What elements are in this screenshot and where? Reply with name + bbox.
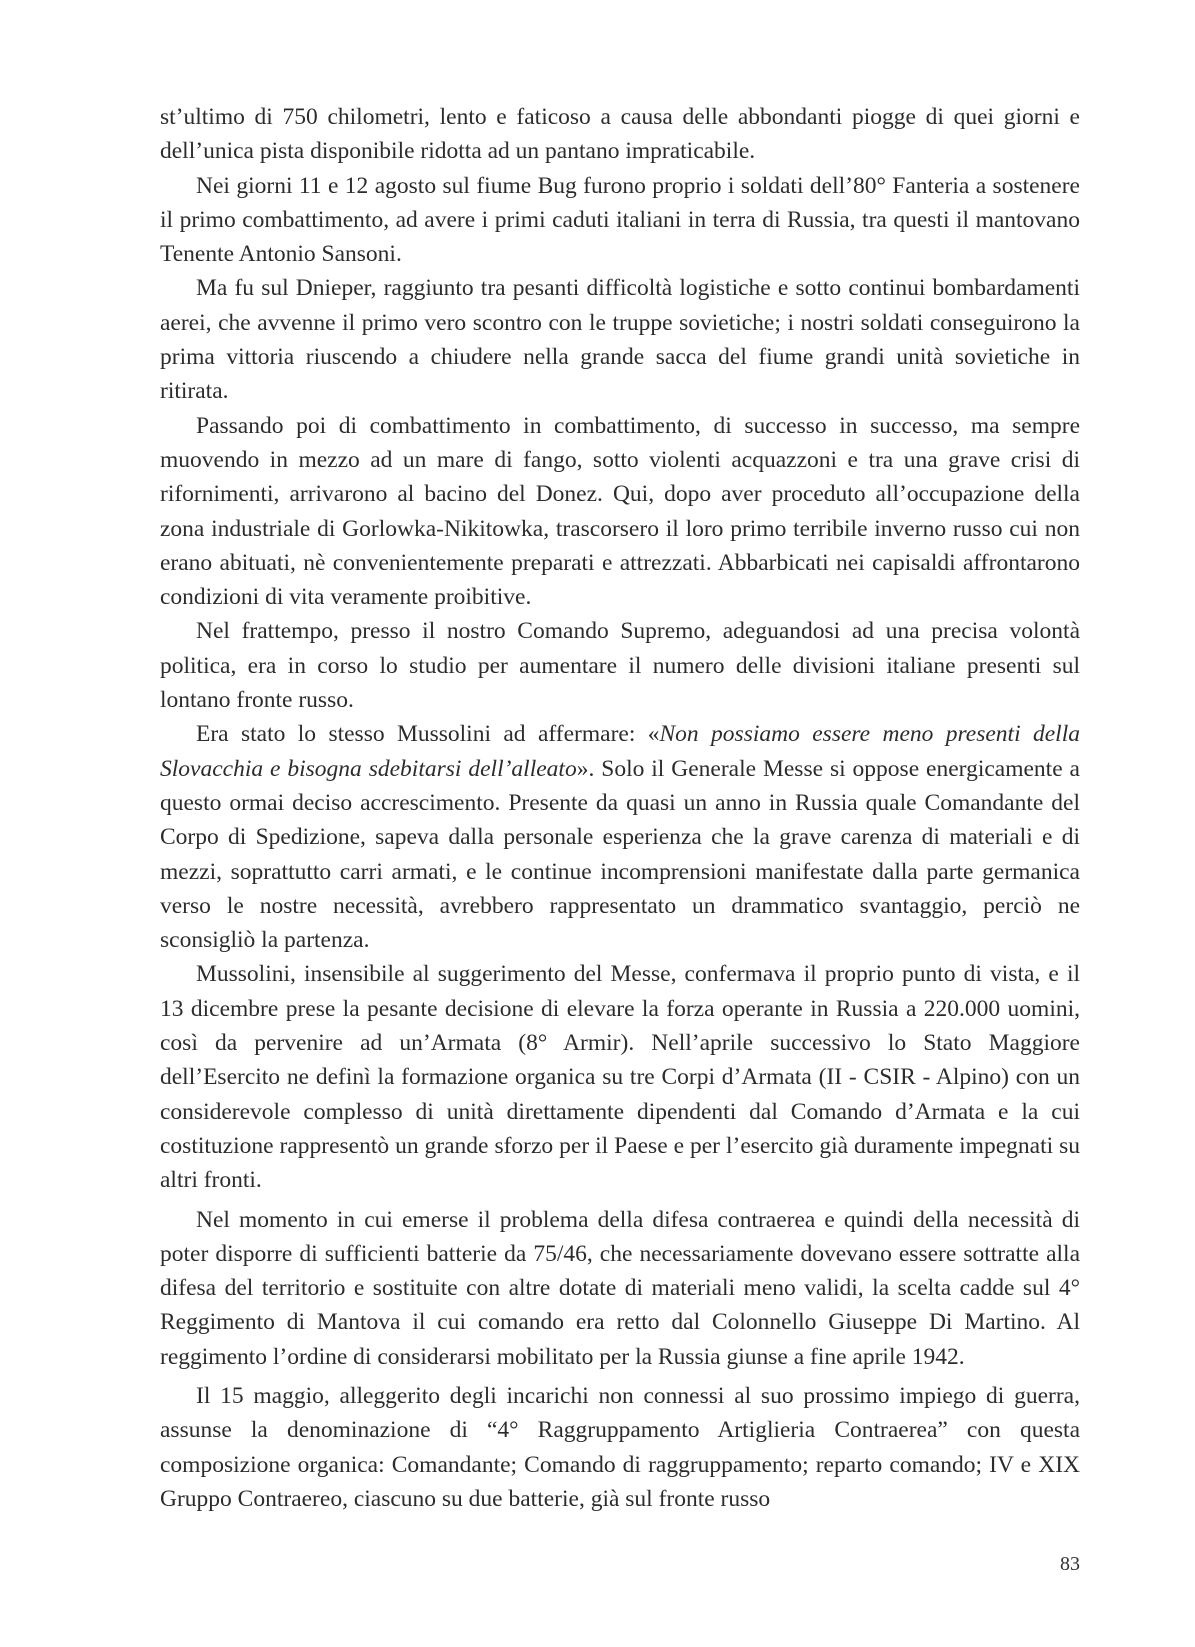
paragraph-4: Passando poi di combattimento in combattimento, di successo in successo, ma sempre muovendo in mezzo ad un mare di fango, sotto violenti acquazzoni e tra una grave crisi di rifornimenti, arrivarono al bacino del Donez. Qui, dopo aver proceduto all’occupazione della zona industriale di Gorlowka-Nikitowka, trascorsero il loro primo terribile inverno russo cui non erano abituati, nè convenientemente preparati e attrezzati. Abbarbicati nei capisaldi affrontarono condizioni di vita veramente proibitive.: [160, 412, 1080, 611]
document-body: [160, 100, 1080, 1516]
paragraph-5: Nel frattempo, presso il nostro Comando Supremo, adeguandosi ad una precisa volontà politica, era in corso lo studio per aumentare il numero delle divisioni italiane presenti sul lontano fronte russo.: [160, 618, 1080, 714]
paragraph-9: Il 15 maggio, alleggerito degli incarichi non connessi al suo prossimo impiego di guerra, assunse la denominazione di “4° Raggruppamento Artiglieria Contraerea” con questa composizione organica: Comandante; Comando di raggruppamento; reparto comando; IV e XIX Gruppo Contraereo, ciascuno su due batterie, già sul fronte russo: [160, 1382, 1080, 1512]
paragraph-2: Nei giorni 11 e 12 agosto sul fiume Bug furono proprio i soldati dell’80° Fanteria a sostenere il primo combattimento, ad avere i primi caduti italiani in terra di Russia, tra questi il mantovano Tenente Antonio Sansoni.: [160, 172, 1080, 268]
paragraph-8: Nel momento in cui emerse il problema della difesa contraerea e quindi della necessità di poter disporre di sufficienti batterie da 75/46, che necessariamente dovevano essere sottratte alla difesa del territorio e sostituite con altre dotate di materiali meno validi, la scelta cadde sul 4° Reggimento di Mantova il cui comando era retto dal Colonnello Giuseppe Di Martino. Al reggimento l’ordine di considerarsi mobilitato per la Russia giunse a fine aprile 1942.: [160, 1206, 1080, 1370]
paragraph-1: st’ultimo di 750 chilometri, lento e faticoso a causa delle abbondanti piogge di quei giorni e dell’unica pista disponibile ridotta ad un pantano impraticabile.: [160, 104, 1080, 165]
paragraph-6: Era stato lo stesso Mussolini ad affermare: «Non possiamo essere meno presenti della Slovacchia e bisogna sdebitarsi dell’alleato». Solo il Generale Messe si oppose energicamente a questo ormai deciso accrescimento. Presente da quasi un anno in Russia quale Comandante del Corpo di Spedizione, sapeva dalla personale esperienza che la grave carenza di materiali e di mezzi, soprattutto carri armati, e le continue incomprensioni manifestate dalla parte germanica verso le nostre necessità, avrebbero rappresentato un drammatico svantaggio, perciò ne sconsigliò la partenza.: [160, 721, 1080, 954]
paragraph-7: Mussolini, insensibile al suggerimento del Messe, confermava il proprio punto di vista, e il 13 dicembre prese la pesante decisione di elevare la forza operante in Russia a 220.000 uomini, così da pervenire ad un’Armata (8° Armir). Nell’aprile successivo lo Stato Maggiore dell’Esercito ne definì la formazione organica su tre Corpi d’Armata (II - CSIR - Alpino) con un considerevole complesso di unità direttamente dipendenti dal Comando d’Armata e la cui costituzione rappresentò un grande sforzo per il Paese e per l’esercito già duramente impegnati su altri fronti.: [160, 961, 1080, 1194]
mussolini-quote: Non possiamo essere meno presenti della Slovacchia e bisogna sdebitarsi dell’alleato: [160, 721, 1080, 782]
paragraph-3: Ma fu sul Dnieper, raggiunto tra pesanti difficoltà logistiche e sotto continui bombardamenti aerei, che avvenne il primo vero scontro con le truppe sovietiche; i nostri soldati conseguirono la prima vittoria riuscendo a chiudere nella grande sacca del fiume grandi unità sovietiche in ritirata.: [160, 275, 1080, 405]
page-number: 83: [1060, 1553, 1080, 1575]
